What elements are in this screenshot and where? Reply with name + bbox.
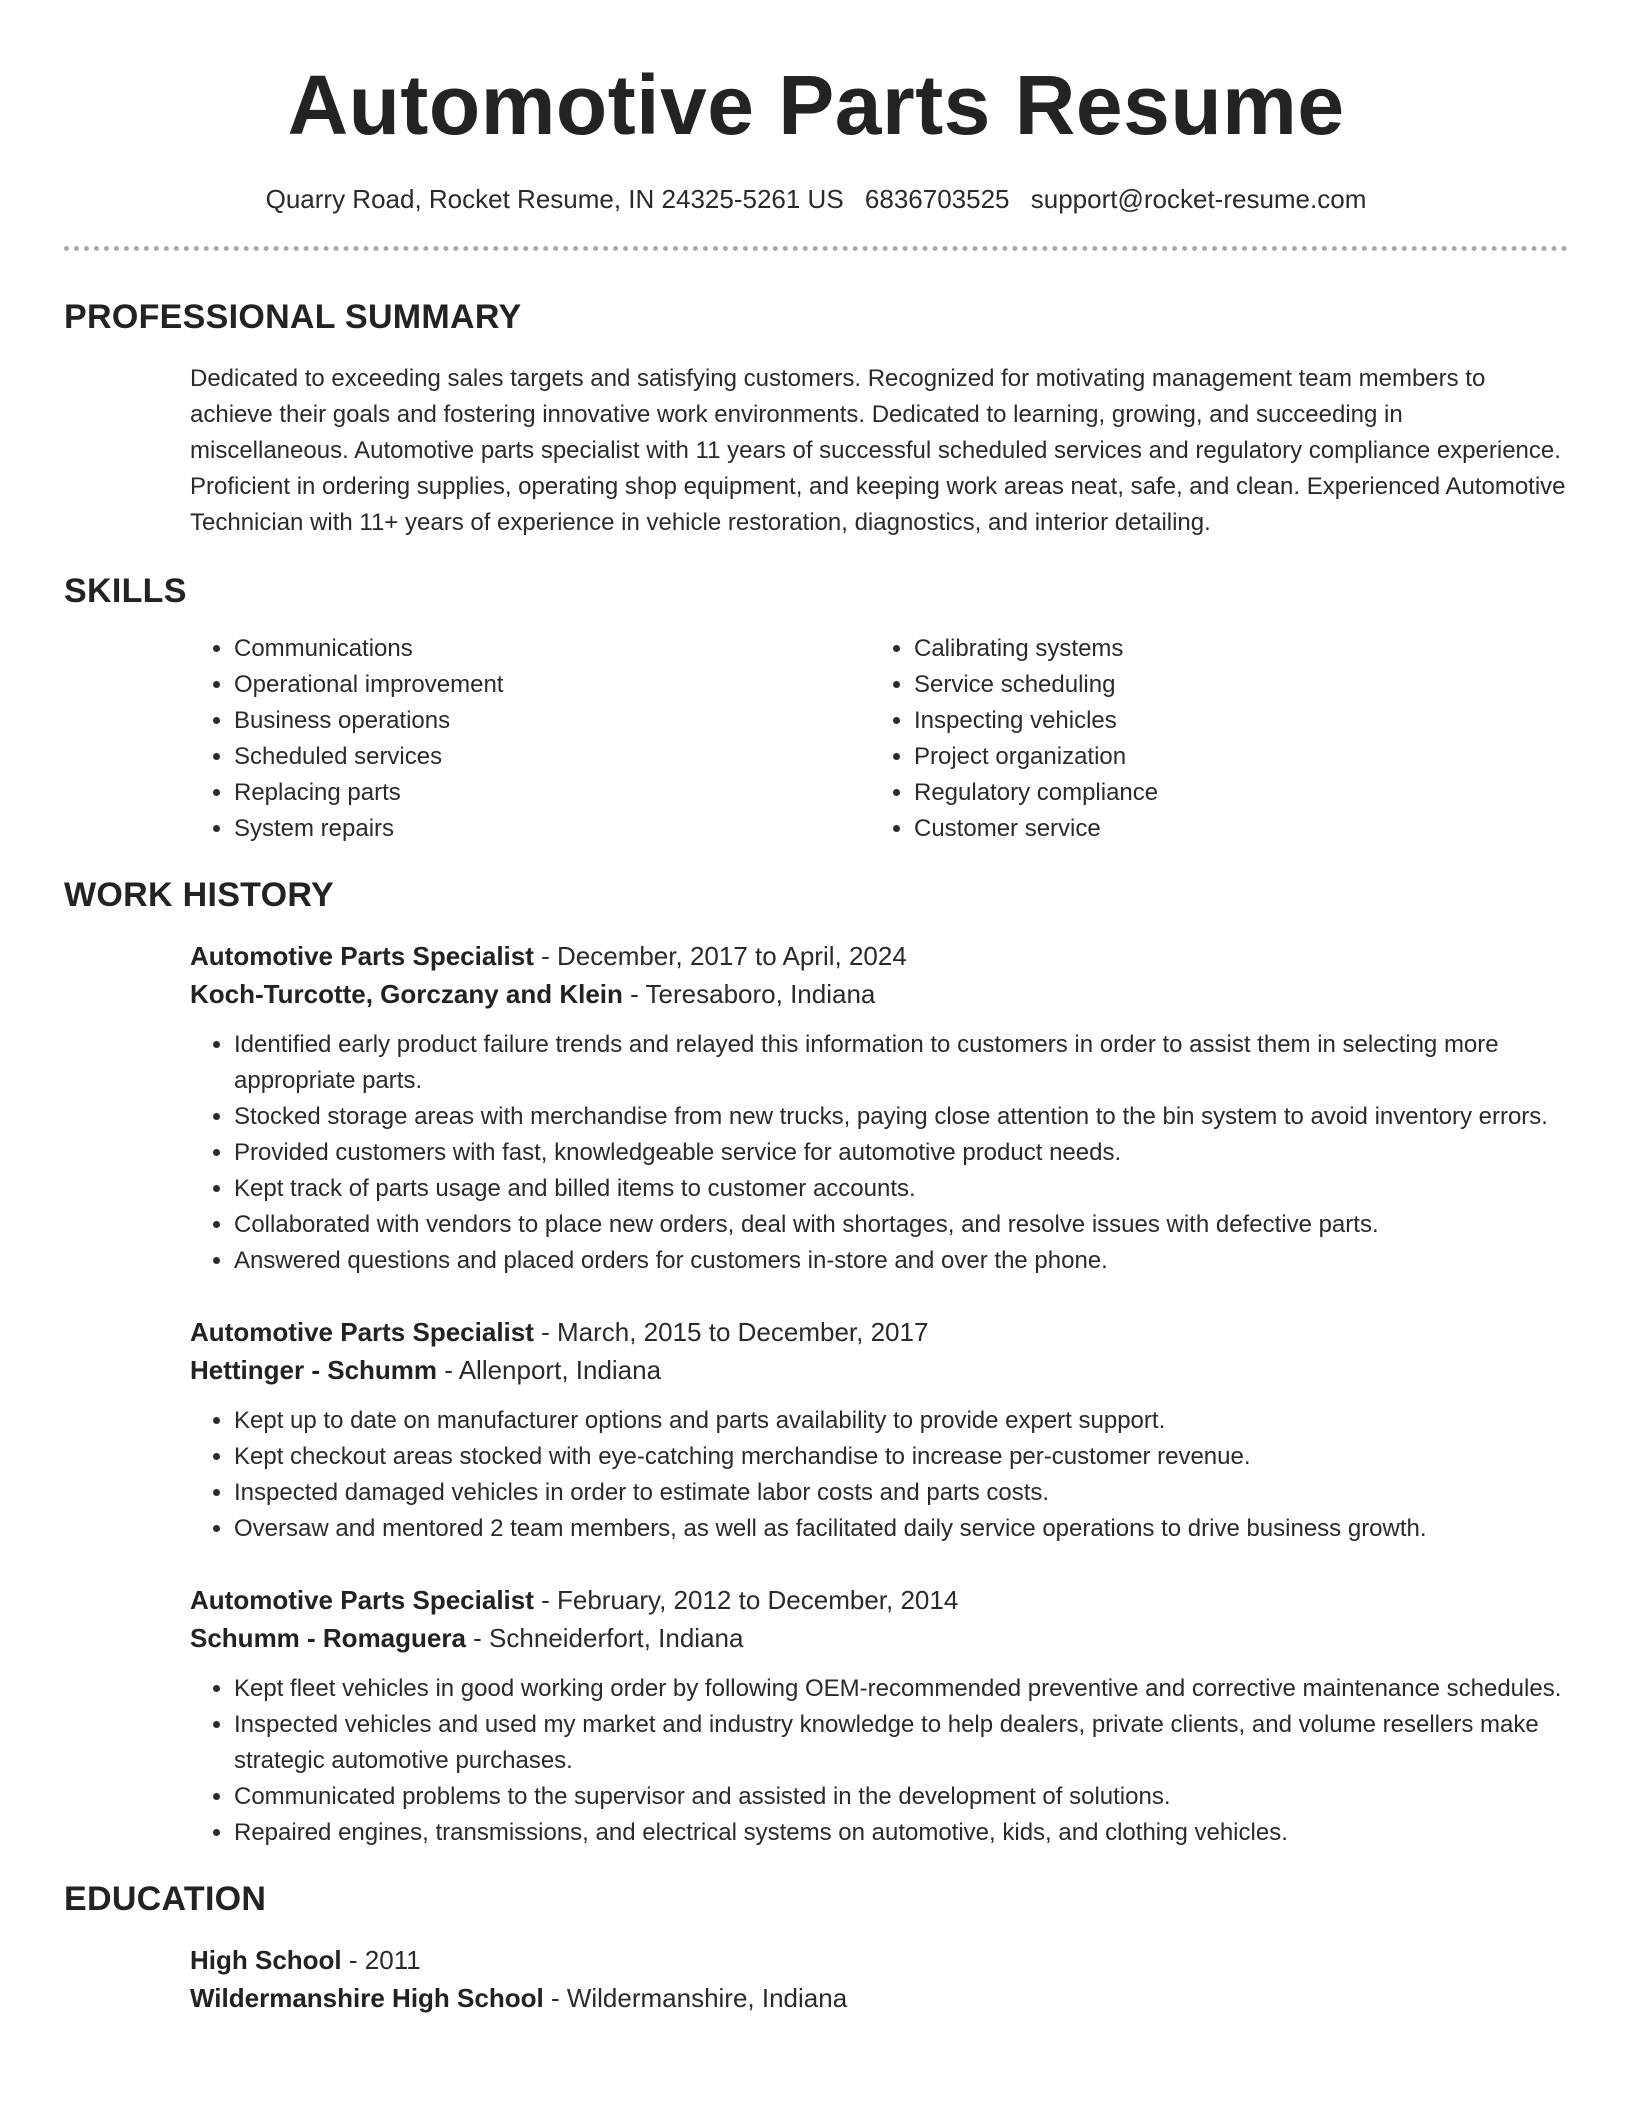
education-degree: High School	[190, 1945, 342, 1975]
job-company: Hettinger - Schumm	[190, 1355, 438, 1385]
job-bullet: • Answered questions and placed orders for customers in-store and over the phone.	[234, 1243, 1568, 1279]
job-dates: - March, 2015 to December, 2017	[533, 1317, 929, 1347]
skill-item: • Operational improvement	[234, 667, 870, 703]
education-school-line	[190, 1979, 1568, 2017]
skill-item: • Project organization	[914, 739, 1510, 775]
job-bullets	[190, 1027, 1568, 1279]
job-bullet: • Stocked storage areas with merchandise from new trucks, paying close attention to the bin system to avoid inventory errors.	[234, 1099, 1568, 1135]
job-location: - Teresaboro, Indiana	[622, 979, 876, 1009]
job-bullet: • Inspected damaged vehicles in order to estimate labor costs and parts costs.	[234, 1475, 1568, 1511]
job-company: Schumm - Romaguera	[190, 1623, 466, 1653]
education-degree-line	[190, 1941, 1568, 1979]
skill-item: • Customer service	[914, 811, 1510, 847]
education-section	[64, 1877, 1568, 2017]
job-role: Automotive Parts Specialist	[190, 1317, 534, 1347]
education-year: - 2011	[341, 1945, 421, 1975]
skill-item: • Replacing parts	[234, 775, 870, 811]
job-bullet: • Repaired engines, transmissions, and electrical systems on automotive, kids, and clothing vehicles.	[234, 1815, 1568, 1851]
contact-phone: 6836703525	[864, 184, 1010, 214]
education-school: Wildermanshire High School	[190, 1983, 544, 2013]
job-company: Koch-Turcotte, Gorczany and Klein	[190, 979, 623, 1009]
education-title: EDUCATION	[64, 1880, 267, 1918]
job-bullet: • Provided customers with fast, knowledgeable service for automotive product needs.	[234, 1135, 1568, 1171]
job-dates: - February, 2012 to December, 2014	[533, 1585, 959, 1615]
job-bullet: • Collaborated with vendors to place new orders, deal with shortages, and resolve issues with defective parts.	[234, 1207, 1568, 1243]
summary-title: PROFESSIONAL SUMMARY	[64, 298, 522, 336]
job-entry	[190, 937, 1568, 1279]
job-bullet: • Kept fleet vehicles in good working order by following OEM-recommended preventive and corrective maintenance schedules.	[234, 1671, 1568, 1707]
job-company-line	[190, 975, 1568, 1013]
job-title-line	[190, 1581, 1568, 1619]
job-dates: - December, 2017 to April, 2024	[533, 941, 907, 971]
skill-item: • Communications	[234, 631, 870, 667]
work-title: WORK HISTORY	[64, 876, 334, 914]
education-entry	[190, 1941, 1568, 2017]
job-entry	[190, 1313, 1568, 1547]
resume-name: Automotive Parts Resume	[287, 58, 1345, 152]
resume-header	[0, 0, 1632, 216]
header-divider	[64, 246, 1568, 251]
job-bullet: • Communicated problems to the supervisor and assisted in the development of solutions.	[234, 1779, 1568, 1815]
job-bullet: • Identified early product failure trends and relayed this information to customers in order to assist them in selecting more appropriate parts.	[234, 1027, 1568, 1099]
summary-section	[64, 295, 1568, 541]
job-bullet: • Kept up to date on manufacturer options and parts availability to provide expert support.	[234, 1403, 1568, 1439]
skill-item: • Calibrating systems	[914, 631, 1510, 667]
skills-grid	[190, 631, 1568, 847]
skills-list-left	[190, 631, 870, 847]
job-bullets	[190, 1403, 1568, 1547]
work-section	[64, 873, 1568, 1851]
job-entry	[190, 1581, 1568, 1851]
job-role: Automotive Parts Specialist	[190, 1585, 534, 1615]
job-bullet: • Kept track of parts usage and billed items to customer accounts.	[234, 1171, 1568, 1207]
contact-email: support@rocket-resume.com	[1030, 184, 1367, 214]
job-bullet: • Kept checkout areas stocked with eye-catching merchandise to increase per-customer revenue.	[234, 1439, 1568, 1475]
job-location: - Allenport, Indiana	[437, 1355, 662, 1385]
job-company-line	[190, 1351, 1568, 1389]
education-location: - Wildermanshire, Indiana	[543, 1983, 848, 2013]
summary-text: Dedicated to exceeding sales targets and satisfying customers. Recognized for motivating management team members to achieve their goals and fostering innovative work environments. Dedicated to learning, growing, and succeeding in miscellaneous. Automotive parts specialist with 11 years of successful scheduled services and regulatory compliance experience. Proficient in ordering supplies, operating shop equipment, and keeping work areas neat, safe, and clean. Experienced Automotive Technician with 11+ years of experience in vehicle restoration, diagnostics, and interior detailing.	[190, 365, 1566, 536]
skill-item: • Business operations	[234, 703, 870, 739]
skill-item: • Scheduled services	[234, 739, 870, 775]
contact-address: Quarry Road, Rocket Resume, IN 24325-5261 US	[265, 184, 844, 214]
skills-list-right	[870, 631, 1510, 847]
job-role: Automotive Parts Specialist	[190, 941, 534, 971]
job-title-line	[190, 1313, 1568, 1351]
job-bullets	[190, 1671, 1568, 1851]
job-bullet: • Oversaw and mentored 2 team members, as well as facilitated daily service operations to drive business growth.	[234, 1511, 1568, 1547]
contact-line	[0, 182, 1632, 216]
skill-item: • System repairs	[234, 811, 870, 847]
summary-body	[190, 361, 1568, 541]
skill-item: • Inspecting vehicles	[914, 703, 1510, 739]
job-location: - Schneiderfort, Indiana	[465, 1623, 744, 1653]
job-bullet: • Inspected vehicles and used my market and industry knowledge to help dealers, private clients, and volume resellers make strategic automotive purchases.	[234, 1707, 1568, 1779]
job-title-line	[190, 937, 1568, 975]
skills-title: SKILLS	[64, 572, 187, 610]
skill-item: • Service scheduling	[914, 667, 1510, 703]
skills-section	[64, 569, 1568, 847]
job-company-line	[190, 1619, 1568, 1657]
skill-item: • Regulatory compliance	[914, 775, 1510, 811]
